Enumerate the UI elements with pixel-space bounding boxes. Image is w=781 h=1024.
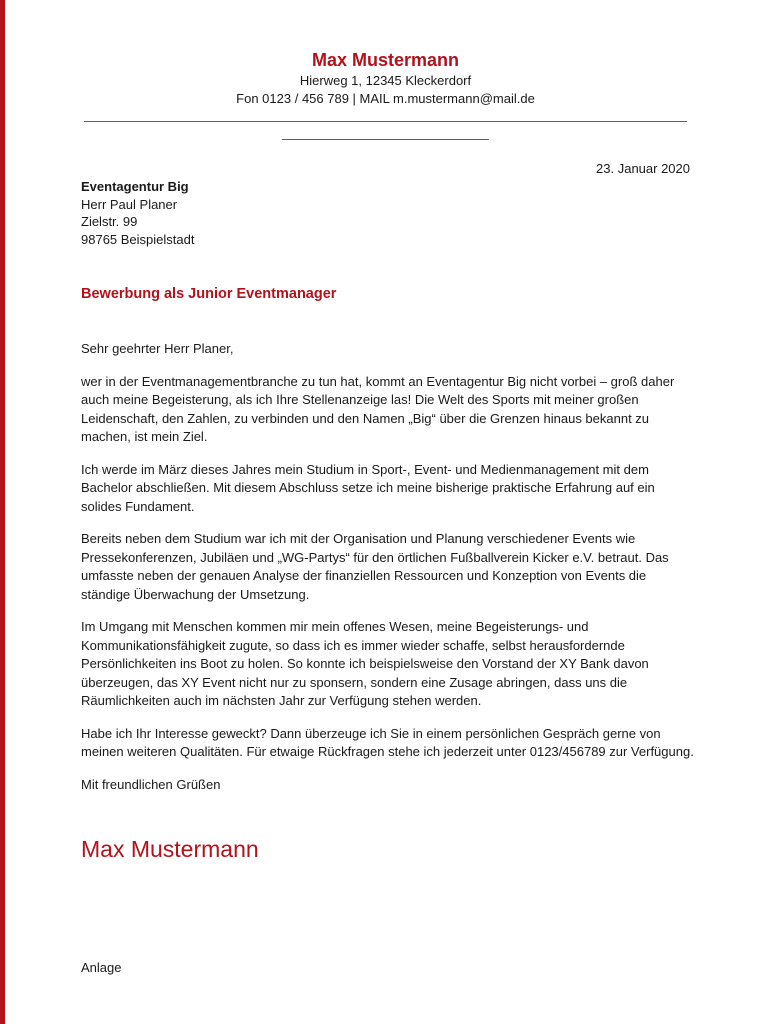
recipient-person: Herr Paul Planer bbox=[81, 196, 178, 212]
recipient-address bbox=[81, 178, 194, 248]
header-divider-long bbox=[84, 121, 687, 122]
closing: Mit freundlichen Grüßen bbox=[81, 776, 221, 792]
sender-address: Hierweg 1, 12345 Kleckerdorf bbox=[299, 73, 472, 88]
enclosure-label: Anlage bbox=[81, 960, 122, 975]
letterhead bbox=[0, 48, 771, 108]
left-accent-bar bbox=[0, 0, 5, 1024]
body-paragraph: Habe ich Ihr Interesse geweckt? Dann überzeuge ich Sie in einem persönlichen Gespräch gerne von meinen weiteren Qualitäten. Für etwaige Rückfragen stehe ich jederzeit unter 0123/456789 zur Verfügung. bbox=[81, 725, 694, 759]
sender-contact: Fon 0123 / 456 789 | MAIL m.mustermann@mail.de bbox=[236, 91, 535, 106]
letter-body bbox=[81, 340, 696, 808]
body-paragraph: Ich werde im März dieses Jahres mein Studium in Sport-, Event- und Medienmanagement mit dem Bachelor abschließen. Mit diesem Abschluss setze ich meine bisherige praktische Erfahrung auf ein solides Fundament. bbox=[81, 461, 655, 514]
body-paragraph: Bereits neben dem Studium war ich mit der Organisation und Planung verschiedener Events wie Pressekonferenzen, Jubiläen und „WG-Partys“ für den örtlichen Fußballverein Kicker e.V. betraut. Das umfasste neben der genauen Analyse der finanziellen Ressourcen und Konzeption von Events die ständige Überwachung der Umsetzung. bbox=[81, 531, 669, 602]
recipient-city: 98765 Beispielstadt bbox=[81, 231, 195, 247]
recipient-street: Zielstr. 99 bbox=[81, 214, 138, 229]
letter-subject: Bewerbung als Junior Eventmanager bbox=[81, 286, 337, 302]
recipient-company: Eventagentur Big bbox=[81, 179, 189, 194]
salutation: Sehr geehrter Herr Planer, bbox=[81, 341, 234, 356]
body-paragraph: wer in der Eventmanagementbranche zu tun hat, kommt an Eventagentur Big nicht vorbei – groß daher auch meine Begeisterung, als ich Ihre Stellenanzeige las! Die Welt des Sports mit meiner großen Leidenschaft, den Zahlen, zu verbinden und den Namen „Big“ über die Grenzen hinaus bekannt zu machen, ist mein Ziel. bbox=[81, 373, 675, 444]
letter-date: 23. Januar 2020 bbox=[596, 161, 690, 176]
body-paragraph: Im Umgang mit Menschen kommen mir mein offenes Wesen, meine Begeisterungs- und Kommunikationsfähigkeit zugute, so dass ich es immer wieder schaffe, selbst herausfordernde Persönlichkeiten ins Boot zu holen. So konnte ich beispielsweise den Vorstand der XY Bank davon überzeugen, das XY Event nicht nur zu sponsern, sondern eine Zusage abringen, dass uns die Räumlichkeiten auch im nächsten Jahr zur Verfügung stehen werden. bbox=[81, 619, 649, 708]
sender-name: Max Mustermann bbox=[311, 50, 460, 70]
signature: Max Mustermann bbox=[81, 836, 259, 862]
header-divider-short bbox=[282, 139, 489, 140]
